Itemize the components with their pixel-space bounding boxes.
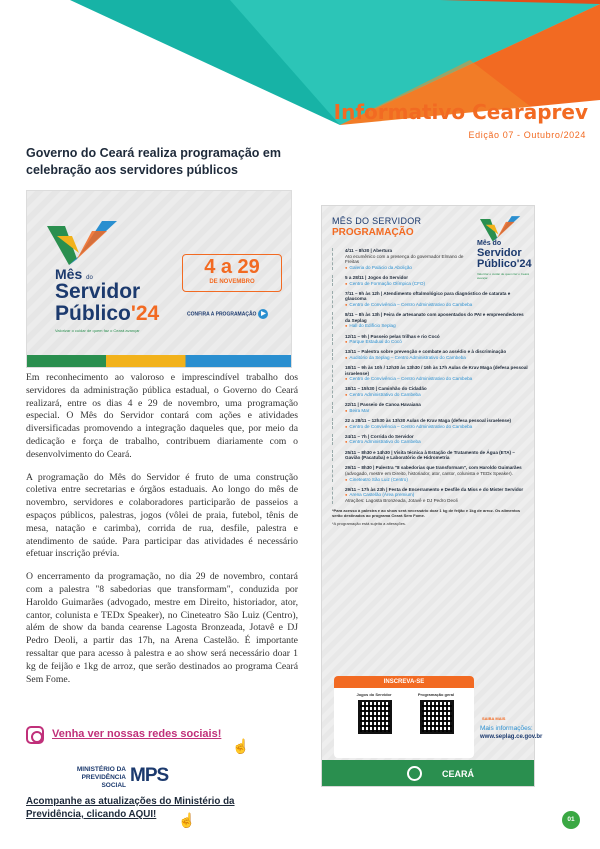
list-item: 7/11 – 9h às 12h | Atendimento oftalmológico para diagnóstico de catarata e glaucoma ● Centro de Convivência – Centro Administrativo do Cambeba — [332, 291, 528, 308]
poster-note-changes: *A programação está sujeita a alterações. — [332, 521, 407, 527]
state-seal-icon — [407, 766, 422, 781]
list-item: 4/11 – 8h30 | Abertura Ato ecumênico com a presença do governador Elmano de Freitas ● Galeria do Palácio da Abolição — [332, 248, 472, 270]
event-banner — [26, 190, 292, 368]
banner-month: DE NOVEMBRO — [209, 279, 255, 285]
poster-logo-servidor: Servidor — [477, 247, 522, 259]
banner-cta-button[interactable]: CONFIRA A PROGRAMAÇÃO ▶ — [187, 309, 268, 319]
list-item: 24/11 – 7h | Corrida do Servidor ● Centro Administrativo do Cambeba — [332, 434, 528, 445]
info-label: SAIBA MAIS — [482, 716, 506, 721]
qr-label-jogos: Jogos do Servidor — [356, 692, 392, 697]
checkmark-logo-icon — [480, 216, 526, 242]
poster-heading: MÊS DO SERVIDOR — [332, 216, 422, 226]
instagram-icon[interactable] — [26, 726, 44, 744]
website-link[interactable]: www.seplag.ce.gov.br — [480, 734, 543, 740]
ceara-logo: CEARÁ — [441, 769, 474, 779]
banner-mes: Mês do — [55, 266, 93, 282]
list-item: 22/11 | Passeio de Canoa Havaiana ● Beira Mar — [332, 402, 528, 413]
list-item: 5 a 28/11 | Jogos do Servidor ● Centro de Formação Olímpica (CFO) — [332, 275, 528, 286]
poster-footer — [322, 760, 534, 786]
list-item: 18/11 – 9h às 10h / 12h30 às 13h30 / 16h às 17h Aulas de Krav Maga (defesa pessoal israelense) ● Centro de Convivência – Centro Administrativo do Cambeba — [332, 365, 528, 382]
poster-subheading: PROGRAMAÇÃO — [332, 227, 414, 238]
list-item: 29/11 – 8h30 | Palestra "8 sabedorias que transformam", com Haroldo Guimarães (advogado, mestre em Direito, historiador, ator, cantor, colunista e TEDx Speaker). ● Cineteatro São Luiz (Centro) — [332, 465, 528, 482]
checkmark-logo-icon — [47, 221, 127, 266]
newsletter-title: Informativo Cearaprev — [333, 100, 588, 124]
signup-title: INSCREVA-SE — [334, 676, 474, 688]
banner-color-bar — [27, 355, 291, 367]
arrow-right-icon: ▶ — [258, 309, 268, 319]
banner-dates: 4 a 29 — [204, 256, 260, 278]
instagram-link[interactable]: Venha ver nossas redes sociais! — [52, 728, 222, 740]
banner-tagline: Valorizar o cuidar de quem faz o Ceará avançar — [55, 328, 140, 333]
qr-code-jogos[interactable] — [358, 700, 392, 734]
attractions: Atrações: Lagosta Bronzeada, Jotavê e DJ Pedro Deoli — [345, 497, 458, 503]
article-headline: Governo do Ceará realiza programação em celebração aos servidores públicos — [26, 146, 281, 177]
paragraph-2: A programação do Mês do Servidor é fruto de uma construção coletiva entre secretarias e órgãos estaduais. Ao longo do mês de novembro, servidores e colaboradores participarão de passeios a espaços públicos, palestras, jogos (vôlei de praia, futebol, tênis de mesa, natação e carimba), corrida de rua, desfile, palestra e atendimento de saúde. Para participar das atividades é necessário efetuar inscrição prévia. — [26, 471, 298, 560]
program-list — [332, 248, 528, 526]
paragraph-3: O encerramento da programação, no dia 29 de novembro, contará com a palestra "8 sabedorias que transformam", conduzida por Haroldo Guimarães (advogado, mestre em Direito, historiador, ator, cantor, colunista e TEDx Speaker), no Cineteatro São Luiz (Centro), além de show da banda cearense Lagosta Bronzeada, Jotavê e DJ Pedro Deoli, a partir das 17h, na Arena Castelão. É importante ressaltar que para acesso à palestra e ao show será necessário doar 1 kg de feijão e 1kg de arroz, que serão destinados ao programa Ceará Sem Fome. — [26, 571, 298, 685]
edition-label: Edição 07 - Outubro/2024 — [468, 130, 586, 140]
qr-code-programacao[interactable] — [420, 700, 454, 734]
paragraph-1: Em reconhecimento ao valoroso e imprescindível trabalho dos servidores da administração pública estadual, o Governo do Ceará realizará, entre os dias 4 e 29 de novembro, uma programação especial. O Mês do Servidor contará com ações e atividades diversificadas promovendo a integração daqueles que, por meio da dedicação e força de trabalho, contribuem diariamente com o desenvolvimento do Ceará. — [26, 372, 298, 460]
ministerio-label: MINISTÉRIO DA PREVIDÊNCIA SOCIAL — [76, 766, 126, 789]
instagram-row[interactable] — [26, 726, 266, 746]
list-item: 29/11 – 17h às 23h | Festa de Encerramento e Desfile da Miss e do Mister Servidor ● Arena Castelão (Área premium) Atrações: Lagosta Bronzeada, Jotavê e DJ Pedro Deoli — [332, 487, 528, 504]
mps-logo: MPS — [130, 765, 169, 786]
signup-box — [334, 676, 474, 758]
info-text: Mais informações: — [480, 725, 533, 732]
poster-logo-mes: Mês do — [477, 240, 502, 247]
list-item: 8/11 – 8h às 13h | Feira de artesanato com aposentados do PAI e empreendedores da Seplag ● Hall do Edifício Seplag — [332, 312, 528, 329]
list-item: 25/11 – 8h30 e 14h30 | Visita técnica à Estação de Tratamento de Água (ETA) – Gavião (Pacatuba) e Laboratório de Hidrometria — [332, 450, 528, 461]
list-item: 22 a 28/11 – 12h30 às 13h30 Aulas de Krav Maga (defesa pessoal israelense) ● Centro de Convivência – Centro Administrativo do Cambeba — [332, 418, 528, 429]
banner-date-box — [182, 254, 282, 292]
qr-label-programacao: Programação geral — [417, 692, 455, 697]
banner-servidor: Servidor — [55, 280, 141, 303]
poster-logo-publico: Público'24 — [477, 258, 532, 270]
poster-logo-tagline: Valorizar o cuidar de quem faz o Ceará avançar — [477, 272, 529, 280]
list-item: 13/11 – Palestra sobre prevenção e combate ao assédio e à discriminação ● Auditório da Seplag – Centro Administrativo do Cambeba — [332, 349, 528, 360]
list-item: 18/11 – 15h30 | Caminhão do Cidadão ● Centro Administrativo do Cambeba — [332, 386, 528, 397]
hand-pointer-icon: ☝ — [232, 738, 250, 754]
program-poster — [321, 205, 543, 787]
list-item: 12/11 – 9h | Passeio pelas trilhas e rio Cocó ● Parque Estadual do Cocó — [332, 334, 528, 345]
banner-publico: Público'24 — [55, 302, 160, 325]
article-body — [26, 372, 298, 696]
page-number: 01 — [562, 811, 580, 829]
poster-note-food: *Para acesso à palestra e ao show será necessário doar 1 kg de feijão e 1kg de arroz. Os alimentos serão destinados ao programa Ceará Sem Fome. — [332, 508, 521, 519]
hand-pointer-icon: ☝ — [178, 812, 196, 828]
ministerio-link[interactable]: Acompanhe as atualizações do Ministério da Previdência, clicando AQUI! — [26, 796, 235, 820]
